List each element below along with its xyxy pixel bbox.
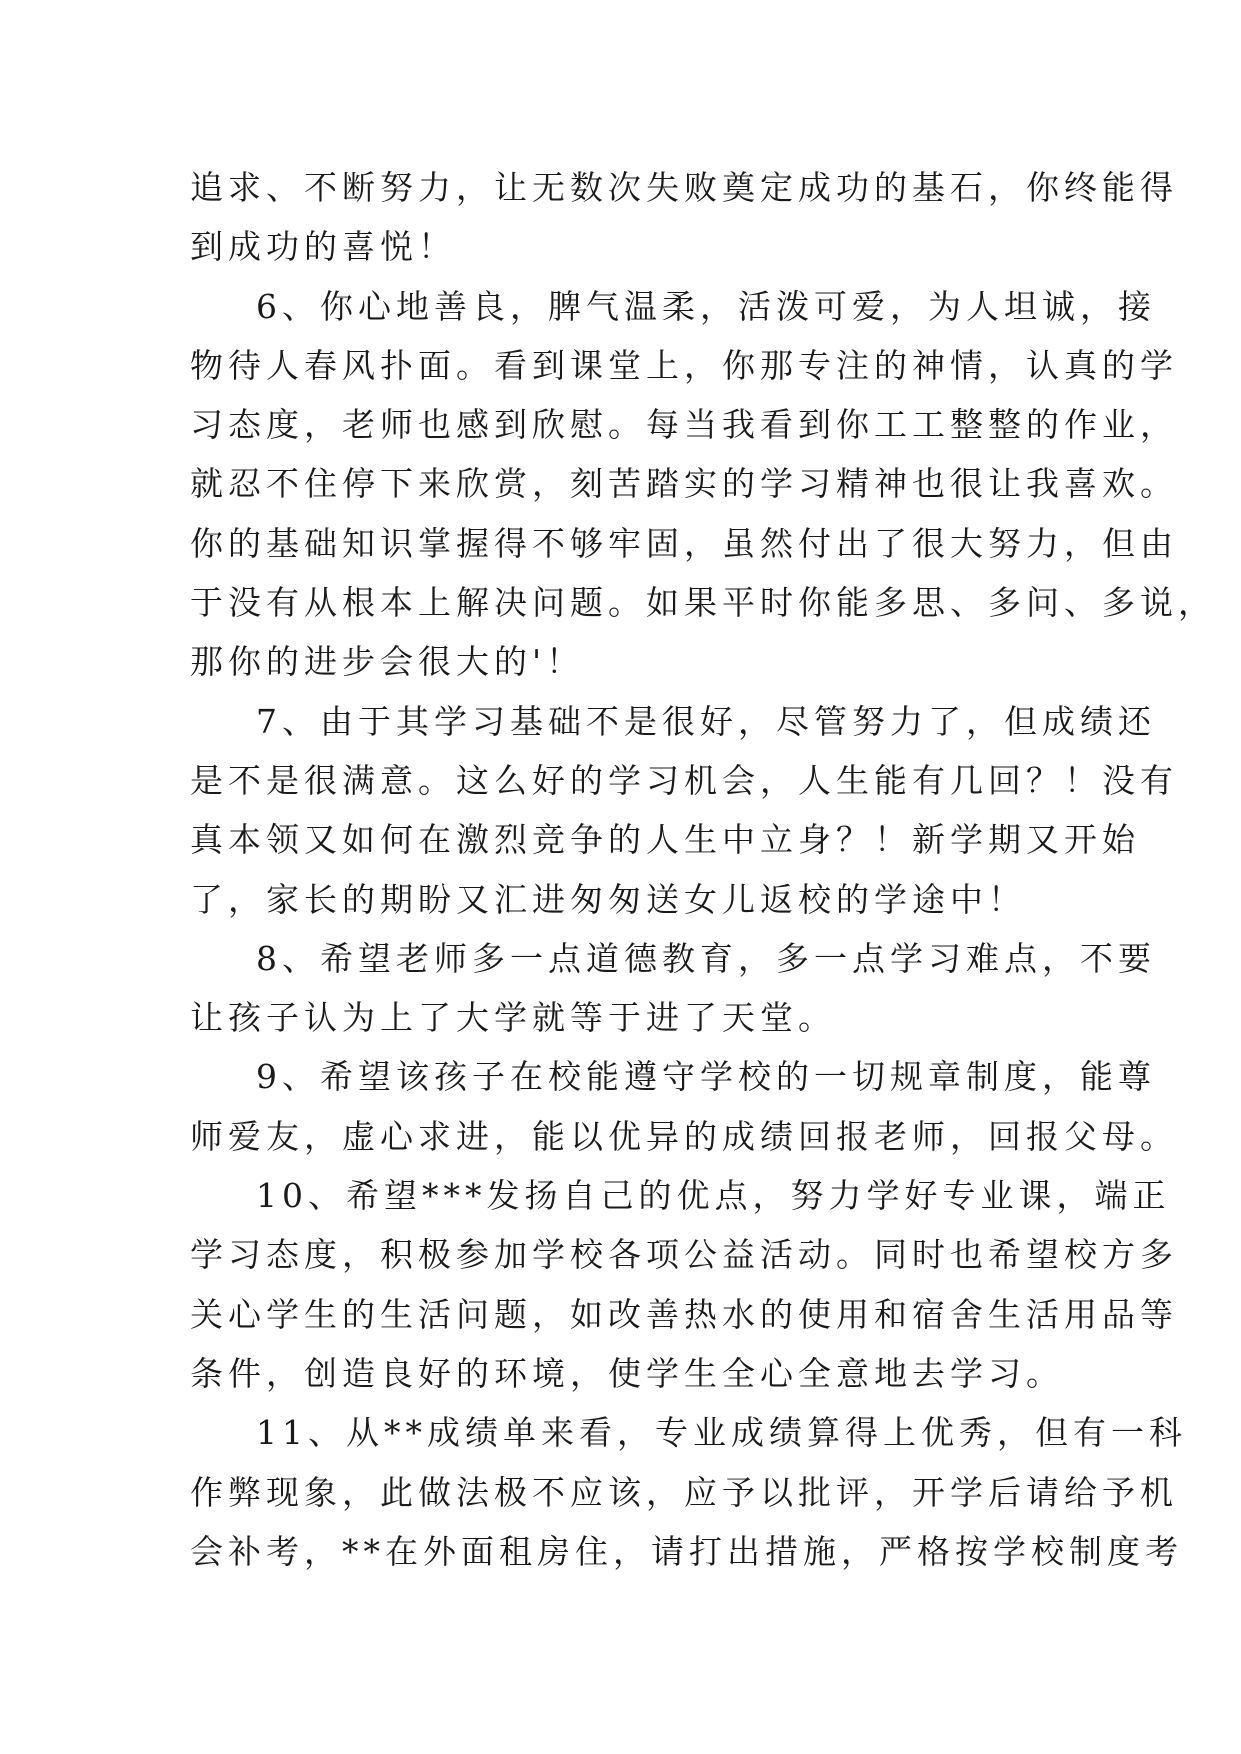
document-body — [190, 158, 1216, 1581]
text-line: 会补考，**在外面租房住，请打出措施，严格按学校制度考 — [190, 1531, 1183, 1571]
text-line: 师爱友，虚心求进，能以优异的成绩回报老师，回报父母。 — [190, 1116, 1178, 1156]
paragraph-6-start: 6、你心地善良，脾气温柔，活泼可爱，为人坦诚，接 — [256, 286, 1156, 326]
text-line: 就忍不住停下来欣赏，刻苦踏实的学习精神也很让我喜欢。 — [190, 464, 1178, 504]
text-line: 于没有从根本上解决问题。如果平时你能多思、多问、多说， — [190, 583, 1216, 623]
text-line: 关心学生的生活问题，如改善热水的使用和宿舍生活用品等 — [190, 1294, 1178, 1334]
text-line: 追求、不断努力，让无数次失败奠定成功的基石，你终能得 — [190, 168, 1178, 207]
paragraph-8-start: 8、希望老师多一点道德教育，多一点学习难点，不要 — [256, 938, 1156, 978]
text-line: 学习态度，积极参加学校各项公益活动。同时也希望校方多 — [190, 1235, 1178, 1275]
paragraph-7-start: 7、由于其学习基础不是很好，尽管努力了，但成绩还 — [256, 701, 1156, 741]
text-line: 物待人春风扑面。看到课堂上，你那专注的神情，认真的学 — [190, 345, 1178, 385]
text-line: 习态度，老师也感到欣慰。每当我看到你工工整整的作业， — [190, 405, 1178, 445]
paragraph-10-start: 10、希望***发扬自己的优点，努力学好专业课，端正 — [256, 1176, 1171, 1216]
text-line: 那你的进步会很大的'！ — [190, 642, 585, 682]
text-line: 了，家长的期盼又汇进匆匆送女儿返校的学途中！ — [190, 879, 1026, 919]
paragraph-9-start: 9、希望该孩子在校能遵守学校的一切规章制度，能尊 — [256, 1057, 1156, 1097]
text-line: 到成功的喜悦！ — [190, 227, 456, 267]
text-line: 作弊现象，此做法极不应该，应予以批评，开学后请给予机 — [190, 1472, 1178, 1512]
text-line: 真本领又如何在激烈竞争的人生中立身？！新学期又开始 — [190, 820, 1140, 860]
text-line: 是不是很满意。这么好的学习机会，人生能有几回？！没有 — [190, 760, 1178, 800]
text-line: 条件，创造良好的环境，使学生全心全意地去学习。 — [190, 1353, 1064, 1393]
text-line: 你的基础知识掌握得不够牢固，虽然付出了很大努力，但由 — [190, 523, 1178, 563]
paragraph-11-start: 11、从**成绩单来看，专业成绩算得上优秀，但有一科 — [256, 1413, 1187, 1453]
text-line: 让孩子认为上了大学就等于进了天堂。 — [190, 998, 836, 1038]
